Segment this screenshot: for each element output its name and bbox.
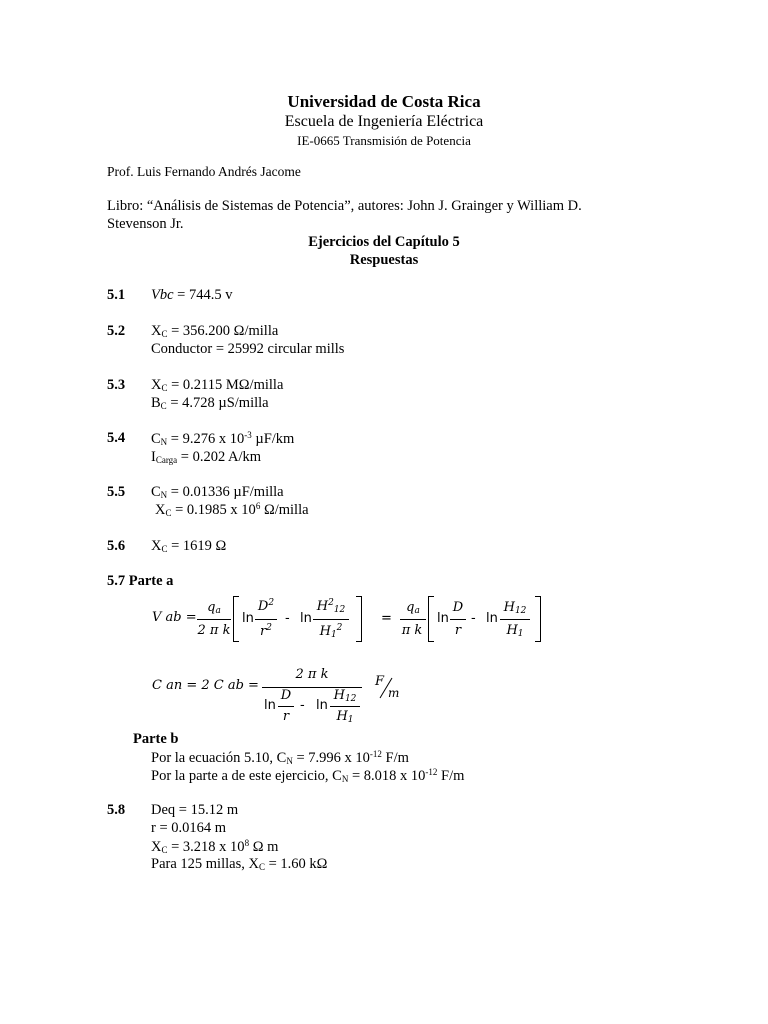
answer-5-8-number: 5.8 <box>107 802 126 818</box>
book-line-2: Stevenson Jr. <box>107 216 184 232</box>
answer-5-8-line-4: Para 125 millas, $X_C = 1.60$ kΩ <box>151 856 328 872</box>
answer-5-2-line-1: $X_C = 356.200$ Ω/milla <box>151 323 279 339</box>
answer-5-1-number: 5.1 <box>107 287 126 303</box>
answer-5-4-number: 5.4 <box>107 430 126 446</box>
answer-5-7-heading: 5.7 Parte a <box>107 573 174 589</box>
part-b-line-1: Por la ecuación 5.10, $C_N = 7.996$ x $10^{-12}$ F/m <box>151 749 409 766</box>
answer-5-1: Vbc = 744.5 v <box>151 287 233 303</box>
answer-5-8-line-3: $X_C = 3.218$ x $10^8$ Ω m <box>151 838 279 855</box>
chapter-title: Ejercicios del Capítulo 5 <box>308 234 460 250</box>
answer-5-2-line-2: Conductor = 25992 circular mills <box>151 341 345 357</box>
answer-5-6: $X_C = 1619$ Ω <box>151 538 227 554</box>
answer-5-3-number: 5.3 <box>107 377 126 393</box>
course-name: IE-0665 Transmisión de Potencia <box>297 133 471 148</box>
answer-5-8-line-1: Deq = 15.12 m <box>151 802 239 818</box>
answer-5-3-line-1: $X_C = 0.2115$ MΩ/milla <box>151 377 284 393</box>
answer-5-5-number: 5.5 <box>107 484 126 500</box>
school-name: Escuela de Ingeniería Eléctrica <box>284 113 484 130</box>
answer-5-6-number: 5.6 <box>107 538 126 554</box>
part-b-line-2: Por la parte a de este ejercicio, $C_N = 8.018$ x $10^{-12}$ F/m <box>151 767 465 784</box>
professor: Prof. Luis Fernando Andrés Jacome <box>107 164 301 179</box>
answers-title: Respuestas <box>349 252 419 268</box>
answer-5-2-number: 5.2 <box>107 323 126 339</box>
answer-5-3-line-2: $B_C = 4.728$ µS/milla <box>151 395 269 411</box>
answer-5-4-line-1: $C_N = 9.276$ x $10^{-3}$ µF/km <box>151 430 295 447</box>
book-line-1: Libro: “Análisis de Sistemas de Potencia”, autores: John J. Grainger y William D. <box>107 198 582 214</box>
part-b-heading: Parte b <box>133 731 179 747</box>
university-title: Universidad de Costa Rica <box>287 92 481 111</box>
answer-5-5-line-1: $C_N = 0.01336$ µF/milla <box>151 484 284 500</box>
answer-5-5-line-2: $X_C = 0.1985$ x $10^6$ Ω/milla <box>155 501 309 518</box>
answer-5-8-line-2: r = 0.0164 m <box>151 820 227 836</box>
answer-5-4-line-2: $I_{Carga} = 0.202$ A/km <box>151 449 262 465</box>
